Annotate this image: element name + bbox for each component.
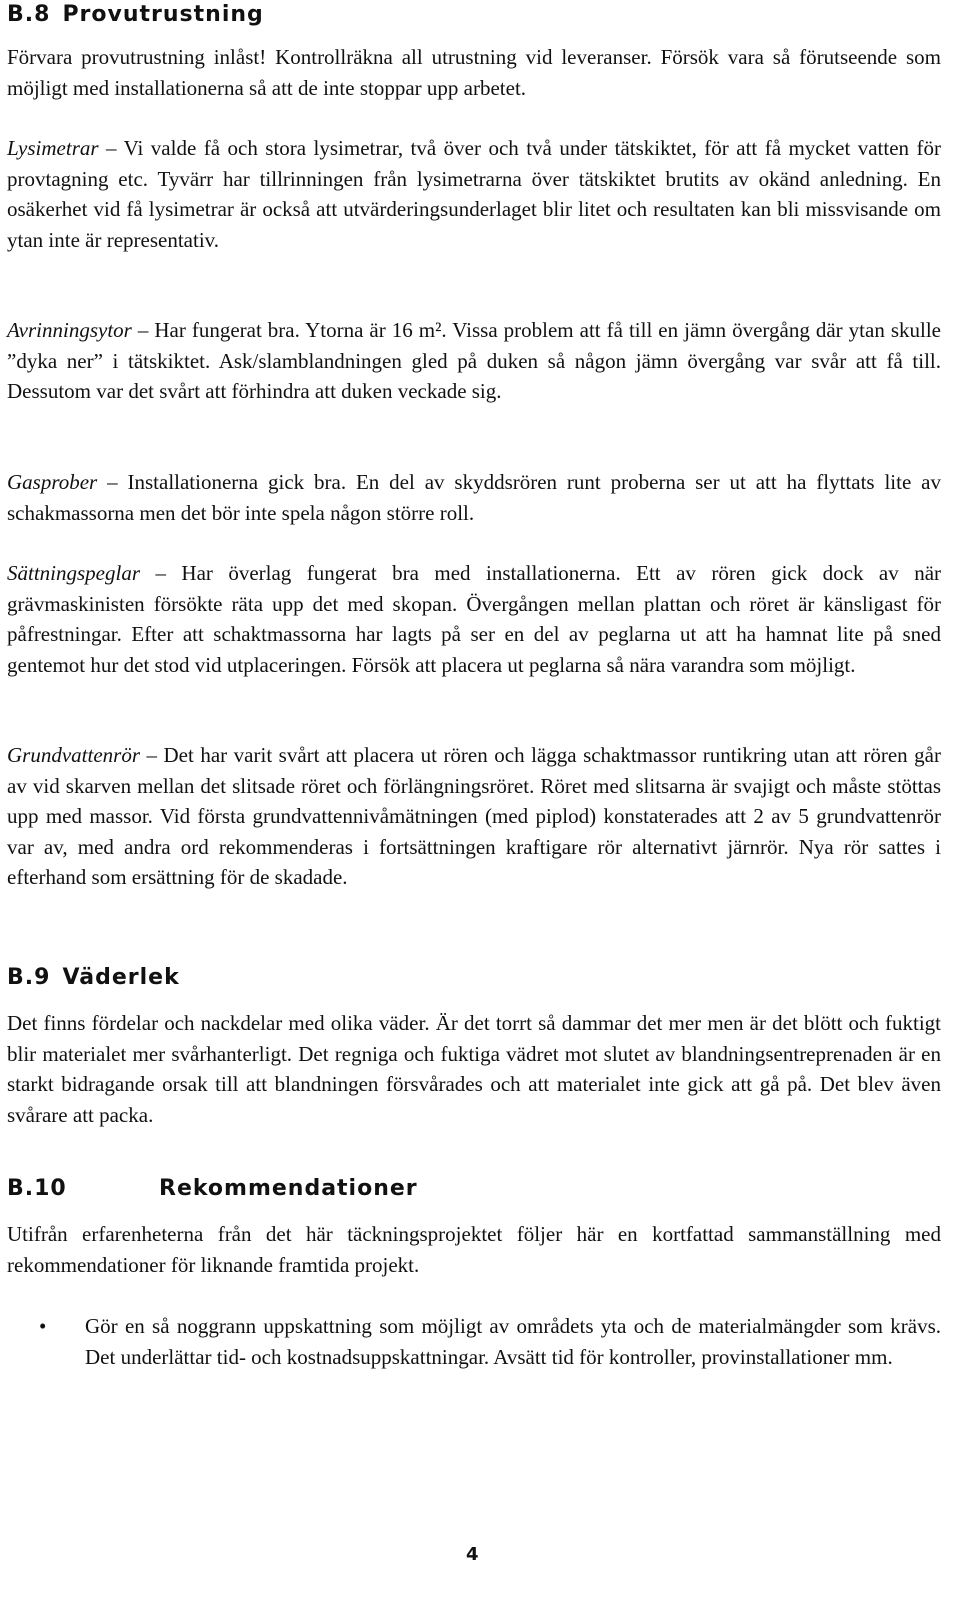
- paragraph-text: Har överlag fungerat bra med installationerna. Ett av rören gick dock av när grävmaskinisten försökte räta upp det med skopan. Övergången mellan plattan och röret är känsligast för påfrestningar. Efter att schaktmassorna har lagts på ser en del av peglarna ut att ha hamnat lite på sned gentemot hur det stod vid utplaceringen. Försök att placera ut peglarna så nära varandra som möjligt.: [7, 561, 942, 677]
- paragraph-term: Lysimetrar: [7, 136, 99, 160]
- paragraph-term: Grundvattenrör: [7, 743, 140, 767]
- paragraph-text: Det har varit svårt att placera ut rören och lägga schaktmassor runtikring utan att rören går av vid skarven mellan det slitsade röret och förlängningsröret. Röret med slitsarna är svajigt och måste stöttas upp med massor. Vid första grundvattennivåmätningen (med piplod) konstaterades att 2 av 5 grundvattenrör var av, med andra ord rekommenderas i fortsättningen kraftigare rör alternativt järnrör. Nya rör sattes i efterhand som ersättning för de skadade.: [7, 743, 942, 889]
- paragraph-grundvattenror: Grundvattenrör – Det har varit svårt att placera ut rören och lägga schaktmassor runtikring utan att rören går av vid skarven mellan det slitsade röret och förlängningsröret. Röret med slitsarna är svajigt och måste stöttas upp med massor. Vid första grundvattennivåmätningen (med piplod) konstaterades att 2 av 5 grundvattenrör var av, med andra ord rekommenderas i fortsättningen kraftigare rör alternativt järnrör. Nya rör sattes i efterhand som ersättning för de skadade.: [7, 743, 942, 889]
- paragraph-b9: Det finns fördelar och nackdelar med olika väder. Är det torrt så dammar det mer men är det blött och fuktigt blir materialet mer svårhanterligt. Det regniga och fuktiga vädret mot slutet av blandningsentreprenaden är en starkt bidragande orsak till att blandningen försvårades och att materialet inte gick att gå på. Det blev även svårare att packa.: [7, 1011, 941, 1127]
- section-number: B.9: [7, 965, 51, 990]
- paragraph-avrinningsytor: Avrinningsytor – Har fungerat bra. Ytorna är 16 m². Vissa problem att få till en jämn övergång där ytan skulle ”dyka ner” i tätskiktet. Ask/slamblandningen gled på duken så någon jämn övergång var svår att få till. Dessutom var det svårt att förhindra att duken veckade sig.: [7, 318, 941, 403]
- section-number: B.8: [7, 2, 51, 27]
- paragraph-sattningspeglar: Sättningspeglar – Har överlag fungerat bra med installationerna. Ett av rören gick dock av när grävmaskinisten försökte räta upp det med skopan. Övergången mellan plattan och röret är känsligast för påfrestningar. Efter att schaktmassorna har lagts på ser en del av peglarna ut att ha hamnat lite på sned gentemot hur det stod vid utplaceringen. Försök att placera ut peglarna så nära varandra som möjligt.: [7, 561, 942, 677]
- section-title: Provutrustning: [62, 2, 264, 27]
- paragraph-b8-intro: Förvara provutrustning inlåst! Kontrollräkna all utrustning vid leveranser. Försök vara så förutseende som möjligt med installationerna så att de inte stoppar upp arbetet.: [7, 45, 941, 100]
- recommendation-list: [7, 1311, 941, 1372]
- bullet-icon: •: [39, 1314, 47, 1338]
- page-number: 4: [466, 1544, 479, 1565]
- section-heading-b9: [7, 963, 180, 993]
- paragraph-gasprober: Gasprober – Installationerna gick bra. En del av skyddsrören runt proberna ser ut att ha flyttats lite av schakmassorna men det bör inte spela någon större roll.: [7, 470, 941, 525]
- paragraph-b10: Utifrån erfarenheterna från det här täckningsprojektet följer här en kortfattad sammanställning med rekommendationer för liknande framtida projekt.: [7, 1222, 941, 1277]
- section-title: Rekommendationer: [159, 1176, 418, 1201]
- paragraph-lysimetrar: Lysimetrar – Vi valde få och stora lysimetrar, två över och två under tätskiktet, för att få mycket vatten för provtagning etc. Tyvärr har tillrinningen från lysimetrarna över tätskiktet brutits av okänd anledning. En osäkerhet vid få lysimetrar är också att utvärderingsunderlaget blir litet och resultaten kan bli missvisande om ytan inte är representativ.: [7, 136, 941, 252]
- paragraph-term: Avrinningsytor: [7, 318, 132, 342]
- paragraph-term: Sättningspeglar: [7, 561, 141, 585]
- section-title: Väderlek: [62, 965, 180, 990]
- paragraph-text: Installationerna gick bra. En del av skyddsrören runt proberna ser ut att ha flyttats lite av schakmassorna men det bör inte spela någon större roll.: [7, 470, 941, 525]
- paragraph-term: Gasprober: [7, 470, 98, 494]
- paragraph-text: Har fungerat bra. Ytorna är 16 m². Vissa problem att få till en jämn övergång där ytan skulle ”dyka ner” i tätskiktet. Ask/slamblandningen gled på duken så någon jämn övergång var svår att få till. Dessutom var det svårt att förhindra att duken veckade sig.: [7, 318, 941, 403]
- section-number: B.10: [7, 1176, 67, 1201]
- section-heading-b8: [7, 0, 264, 30]
- section-heading-b10: [7, 1174, 418, 1204]
- paragraph-text: Vi valde få och stora lysimetrar, två över och två under tätskiktet, för att få mycket vatten för provtagning etc. Tyvärr har tillrinningen från lysimetrarna över tätskiktet brutits av okänd anledning. En osäkerhet vid få lysimetrar är också att utvärderingsunderlaget blir litet och resultaten kan bli missvisande om ytan inte är representativ.: [7, 136, 941, 252]
- list-item: [7, 1311, 941, 1372]
- list-item-text: Gör en så noggrann uppskattning som möjligt av områdets yta och de materialmängder som krävs. Det underlättar tid- och kostnadsuppskattningar. Avsätt tid för kontroller, provinstallationer mm.: [85, 1314, 941, 1369]
